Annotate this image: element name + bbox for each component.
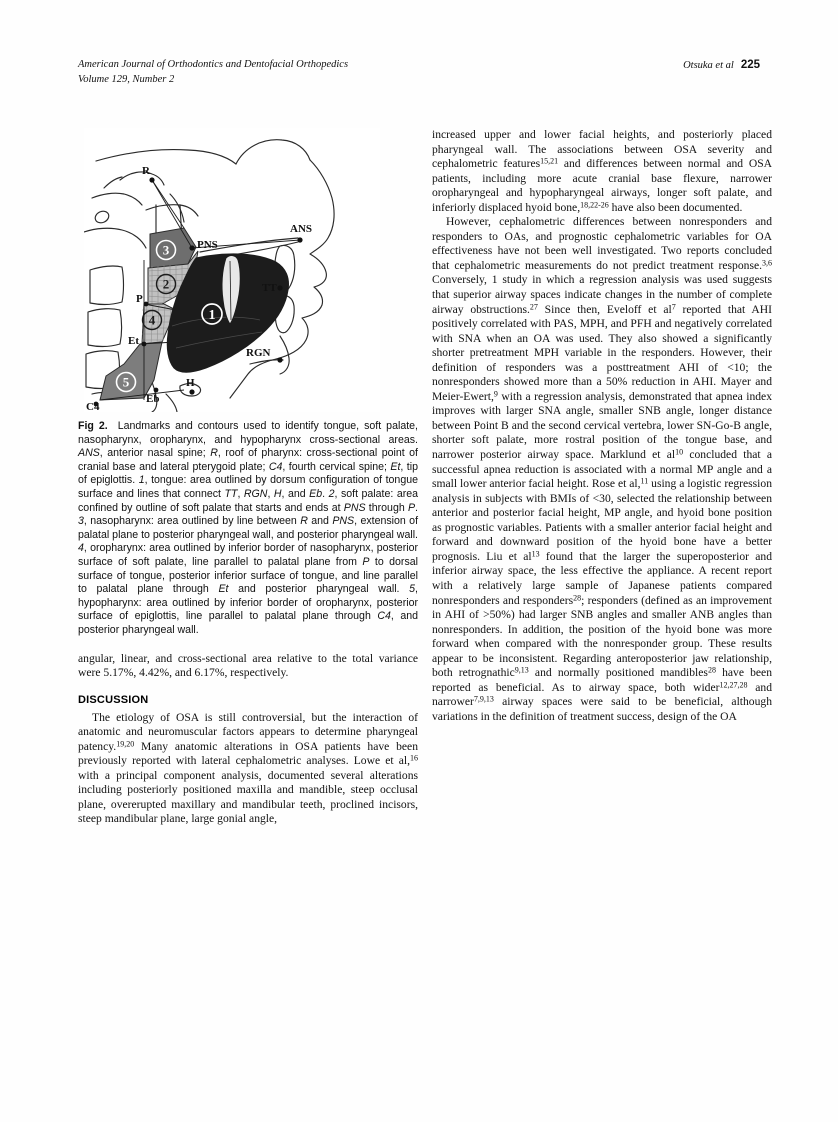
citation-9-13: 9,13	[514, 665, 529, 675]
rp2-g: using a logistic regression analysis in subjects with BMIs of <30, selected the relationship between anterior and posterior facial height, MP angle, and hyoid bone position as prognostic variables. Patients with a smaller anterior facial height and forward and downward position of the hyoid bone have a better prognosis. Liu et al	[432, 477, 772, 563]
landmark-label-H: H	[186, 377, 195, 389]
landmark-label-TT: TT	[262, 282, 277, 294]
citation-12-27-28: 12,27,28	[719, 680, 748, 690]
citation-28: 28	[573, 593, 582, 603]
right-paragraph-1	[432, 128, 772, 215]
landmark-dot-PNS	[189, 245, 194, 250]
svg-text:3: 3	[162, 242, 170, 258]
rp1-c: have also been documented.	[608, 200, 743, 214]
rp2-h: found that the larger the superoposterior and inferior airway space, the less effective the appliance. A recent report with a relatively large sample of Japanese patients compared nonresponders and responders	[432, 549, 772, 607]
landmark-dot-ANS	[297, 237, 302, 242]
landmark-dot-Et	[142, 342, 147, 347]
citation-15-21: 15,21	[540, 156, 559, 166]
landmark-label-P: P	[136, 293, 143, 305]
disc-p1-part-b: Many anatomic alterations in OSA patients have been previously reported with lateral cephalometric analyses. Lowe et al,	[78, 739, 418, 768]
figure-label: Fig 2.	[78, 420, 108, 432]
svg-text:2: 2	[162, 276, 170, 292]
landmark-label-R: R	[142, 165, 150, 177]
right-column	[432, 128, 772, 724]
citation-19-20: 19,20	[116, 739, 135, 749]
left-column	[78, 128, 418, 827]
rp2-d: reported that AHI positively correlated with PAS, MPH, and PFH and negatively correlated with SNA when an OA was used. They also showed a significantly shorter pretreatment MPH variable in the responders. However, their definition of responders was a posttreatment AHI of <10; the nonresponders showed more than a 50% reduction in AHI. Mayer and Meier-Ewert,	[432, 302, 772, 403]
landmark-dot-H	[189, 389, 194, 394]
landmark-label-RGN: RGN	[246, 347, 271, 359]
landmark-label-C4: C4	[86, 401, 100, 412]
rp2-j: and normally positioned mandibles	[528, 666, 708, 680]
rp2-k: have been reported as beneficial. As to airway space, both wider	[432, 666, 773, 694]
citation-11: 11	[640, 476, 649, 486]
rp2-b: Conversely, 1 study in which a regression analysis was used suggests that superior airway spaces indicate changes in the number of complete airway obstructions.	[432, 273, 772, 316]
citation-16: 16	[410, 753, 418, 763]
citation-18-22-26: 18,22-26	[580, 200, 609, 210]
svg-text:4: 4	[148, 312, 156, 328]
landmark-dot-R	[149, 177, 154, 182]
landmark-dot-RGN	[277, 357, 282, 362]
citation-13: 13	[531, 549, 540, 559]
citation-27: 27	[529, 302, 538, 312]
running-head	[78, 58, 760, 87]
rp2-c: Since then, Eveloff et al	[537, 302, 672, 316]
journal-title-block	[78, 58, 348, 87]
running-head-right	[683, 58, 760, 74]
left-paragraph-tail: angular, linear, and cross-sectional area relative to the total variance were 5.17%, 4.42%, and 6.17%, respectively.	[78, 651, 418, 680]
discussion-paragraph-1	[78, 711, 418, 827]
running-head-authors: Otsuka et al	[683, 60, 734, 71]
landmark-label-Et: Et	[128, 335, 139, 347]
rp2-a: However, cephalometric differences between nonresponders and responders to OAs, and prognostic cephalometric variables for OA effectiveness have not been well investigated. Two reports concluded that cephalometric measurements do not predict treatment response.	[432, 215, 772, 272]
svg-text:1: 1	[208, 308, 216, 323]
citation-7: 7	[671, 302, 676, 312]
figure-2	[78, 128, 418, 638]
rp2-e: with a regression analysis, demonstrated that apnea index improves with larger SNA angle, smaller SNB angle, longer distance between Point B and the second cervical vertebra, lower SN-Go-B angle, shorter soft palate, more rostral position of the tongue base, and narrower posterior airway space. Marklund et al	[432, 389, 772, 462]
svg-text:5: 5	[122, 374, 130, 390]
figure-caption: Fig 2. Landmarks and contours used to identify tongue, soft palate, nasopharynx, oropharynx, and hypopharynx cross-sectional areas. ANS, anterior nasal spine; R, roof of pharynx: cross-sectional point of cranial base and lateral pterygoid plate; C4, fourth cervical spine; Et, tip of epiglottis. 1, tongue: area outlined by dorsum configuration of tongue surface and lines that connect TT, RGN, H, and Eb. 2, soft palate: area confined by outline of soft palate that starts and ends at PNS through P. 3, nasopharynx: area outlined by line between R and PNS, extension of palatal plane to posterior pharyngeal wall, and posterior pharyngeal wall. 4, oropharynx: area outlined by inferior border of nasopharynx, posterior surface of soft palate, line parallel to palatal plane from P to dorsal surface of tongue, posterior inferior surface of tongue, and line parallel to palatal plane through Et and posterior pharyngeal wall. 5, hypopharynx: area outlined by inferior border of oropharynx, posterior surface of epiglottis, line parallel to palatal plane through C4, and posterior pharyngeal wall.	[78, 420, 419, 636]
journal-title: American Journal of Orthodontics and Dentofacial Orthopedics	[78, 59, 349, 70]
page-number: 225	[740, 59, 760, 71]
rp1-a: increased upper and lower facial heights, and posteriorly placed pharyngeal wall. The associations between OSA severity and cephalometric features	[432, 128, 772, 171]
landmark-dot-TT	[277, 285, 282, 290]
rp2-f: concluded that a successful apnea reduction is associated with a normal MP angle and a small lower anterior facial height. Rose et al,	[432, 448, 773, 491]
citation-28-b: 28	[707, 665, 716, 675]
citation-9: 9	[493, 389, 498, 399]
discussion-heading: DISCUSSION	[78, 693, 149, 706]
journal-volume: Volume 129, Number 2	[78, 73, 175, 85]
landmark-dot-Eb	[154, 388, 159, 393]
rp2-i: ; responders (defined as an improvement in AHI of >50%) had larger SNB angles and smaller ANB angles than nonresponders. In addition, the position of the hyoid bone was more forward when compared with the nonresponder group. These results appear to be inconsistent. Regarding anteroposterior jaw relationship, both retrognathic	[432, 593, 772, 680]
right-paragraph-2	[432, 215, 772, 724]
cephalogram-svg	[84, 128, 380, 412]
landmark-label-ANS: ANS	[290, 223, 313, 235]
rp1-b: and differences between normal and OSA patients, including more acute cranial base flexure, narrower oropharyngeal and hypopharyngeal airways, longer soft palate, and inferiorly displaced hyoid bone,	[432, 157, 773, 214]
citation-10: 10	[675, 447, 684, 457]
landmark-label-Eb: Eb	[146, 393, 160, 405]
citation-3-6: 3,6	[762, 258, 772, 268]
rp2-m: airway spaces were said to be beneficial, although variations in the definition of treatment success, design of the OA	[432, 695, 772, 723]
rp2-l: and narrower	[432, 680, 773, 709]
cephalometric-tracing-illustration	[84, 128, 380, 412]
disc-p1-part-a: The etiology of OSA is still controversial, but the interaction of anatomic and neuromuscular factors appears to determine pharyngeal patency.	[78, 710, 418, 753]
disc-p1-part-c: with a principal component analysis, documented several alterations including posteriorly positioned maxilla and mandible, steep occlusal plane, overerupted maxillary and mandibular teeth, proclined incisors, steep mandibular plane, large gonial angle,	[78, 768, 418, 826]
citation-7-9-13: 7,9,13	[473, 694, 494, 704]
landmark-label-PNS: PNS	[197, 239, 218, 251]
landmark-dot-P	[144, 302, 149, 307]
